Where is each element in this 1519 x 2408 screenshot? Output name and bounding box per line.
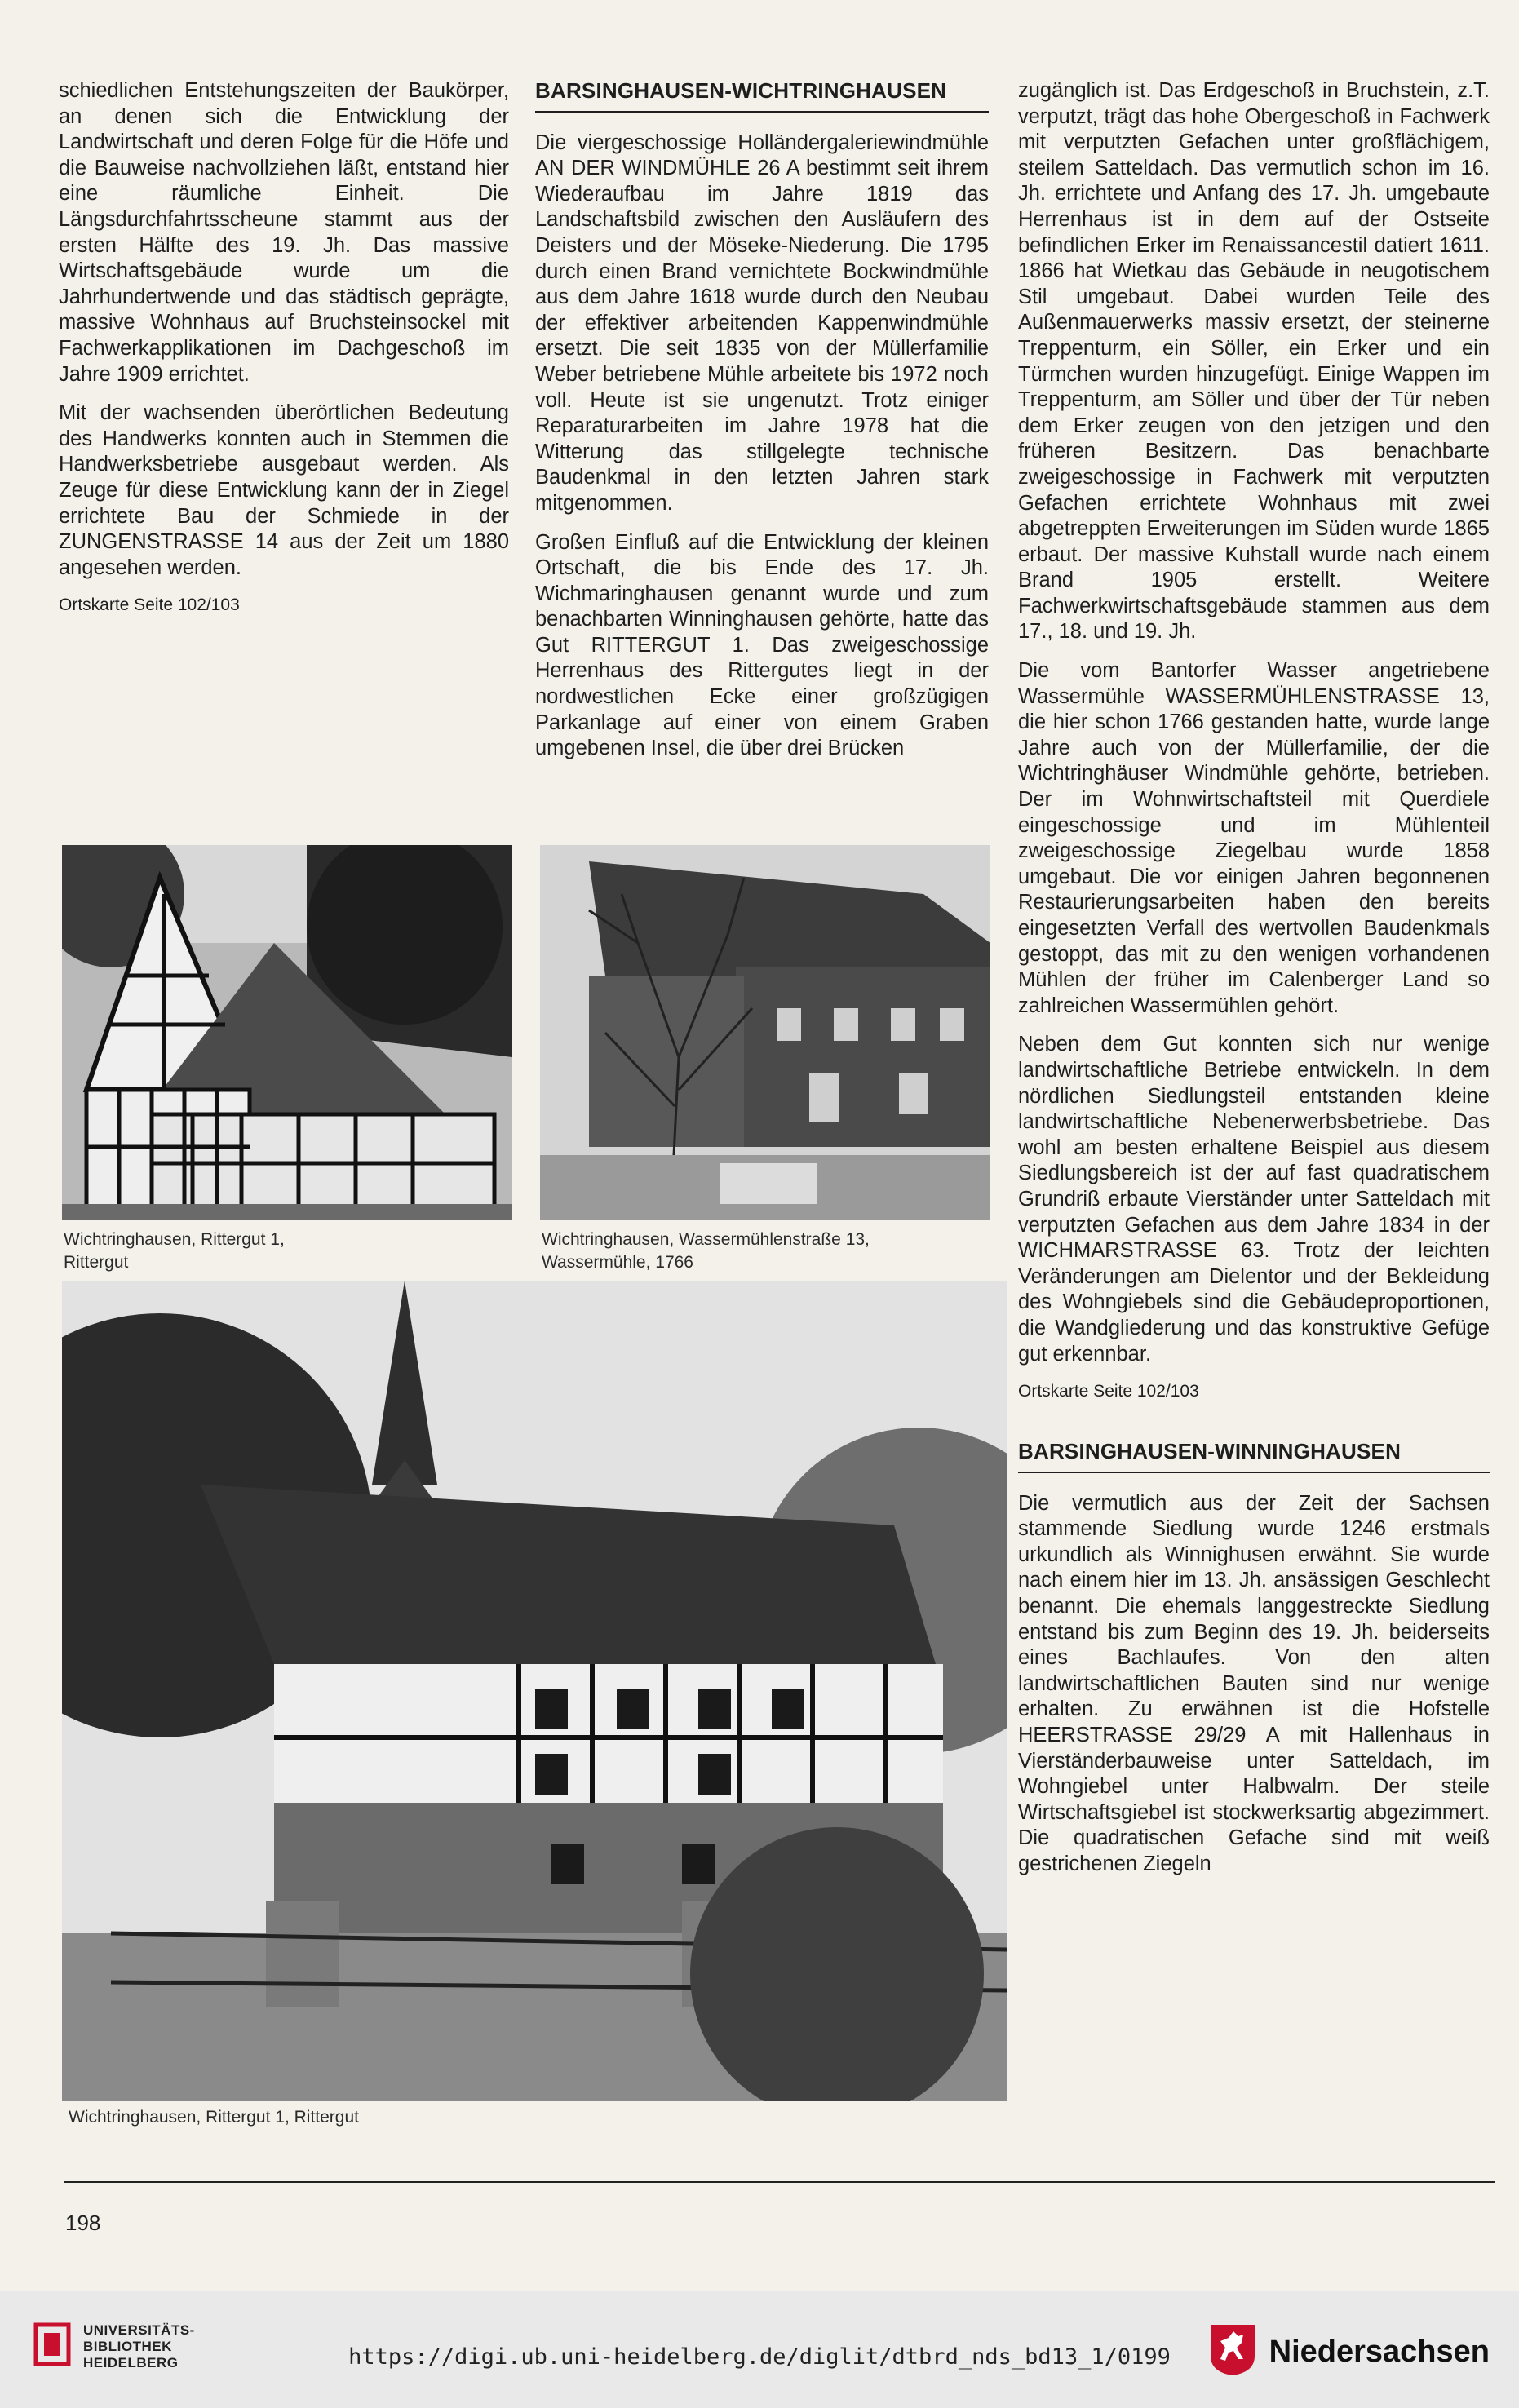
photo-wassermuehle xyxy=(540,845,990,1220)
library-name-line-2: BIBLIOTHEK xyxy=(83,2338,172,2354)
col3-paragraph-2: Die vom Bantorfer Wasser angetriebene Wassermühle WASSERMÜHLENSTRASSE 13, die hier schon 1766 gestanden hatte, wurde lange Jahre auch von der Müllerfamilie, der die Wichtringhäuser Windmühle gehörte, betrieben. Der im Wohnwirtschaftsteil mit Querdiele eingeschossige und im Mühlenteil zweigeschossige Ziegelbau wurde 1858 umgebaut. Die vor einigen Jahren begonnenen Restaurierungsarbeiten haben den bereits eingesetzten Verfall des wertvollen Baudenkmals gestoppt, das mit zu den wenigen vorhandenen Mühlen der früher im Calenberger Land so zahlreichen Wassermühlen gehört. xyxy=(1018,659,1490,1017)
col1-map-reference: Ortskarte Seite 102/103 xyxy=(59,595,240,615)
caption-photo-2-line-1: Wichtringhausen, Wassermühlenstraße 13, xyxy=(542,1230,870,1249)
section-heading-wichtringhausen: BARSINGHAUSEN-WICHTRINGHAUSEN xyxy=(535,78,989,113)
library-name-line-1: UNIVERSITÄTS- xyxy=(83,2322,195,2338)
library-name-line-3: HEIDELBERG xyxy=(83,2354,179,2370)
page-bottom-rule xyxy=(64,2181,1495,2183)
photo-rittergut-manor xyxy=(62,1281,1007,2101)
col1-paragraph-1: schiedlichen Entstehungszeiten der Baukörper, an denen sich die Entwicklung der Landwirtschaft und deren Folge für die Höfe und die Bauweise nachvollziehen läßt, entstand hier eine räumliche Einheit. Die Längsdurchfahrtsscheune stammt aus der ersten Hälfte des 19. Jh. Das massive Wirtschaftsgebäude wurde um die Jahrhundertwende und das städtisch geprägte, massive Wohnhaus auf Bruchsteinsockel mit Fachwerkapplikationen im Dachgeschoß im Jahre 1909 errichtet. xyxy=(59,79,509,386)
caption-photo-1-line-2: Rittergut xyxy=(64,1253,129,1272)
source-url-link[interactable]: https://digi.ub.uni-heidelberg.de/diglit/dtbrd_nds_bd13_1/0199 xyxy=(348,2344,1171,2370)
column-3 xyxy=(1018,78,1490,1891)
col3-paragraph-3: Neben dem Gut konnten sich nur wenige landwirtschaftliche Betriebe entwickeln. In dem nördlichen Siedlungsteil entstanden kleine landwirtschaftliche Nebenerwerbsbetriebe. Das wohl am besten erhaltene Beispiel aus diesem Siedlungsbereich ist der auf fast quadratischem Grundriß erbaute Vierständer unter Satteldach mit verputzten Gefachen aus dem Jahre 1834 in der WICHMARSTRASSE 63. Trotz der leichten Veränderungen am Dielentor und der Bekleidung des Wohngiebels sind die Gebäudeproportionen, die Wandgliederung und das konstruktive Gefüge gut erkennbar. xyxy=(1018,1033,1490,1366)
col2-paragraph-1: Die viergeschossige Holländergaleriewindmühle AN DER WINDMÜHLE 26 A bestimmt seit ihrem Wiederaufbau im Jahre 1819 das Landschaftsbild zwischen den Ausläufern des Deisters und der Möseke-Niederung. Die 1795 durch einen Brand vernichtete Bockwindmühle aus dem Jahre 1618 wurde durch den Neubau der effektiver arbeitenden Kappenwindmühle ersetzt. Die seit 1835 von der Müllerfamilie Weber betriebene Mühle arbeitete bis 1972 noch voll. Heute ist sie ungenutzt. Trotz einiger Reparaturarbeiten im Jahre 1978 hat die Witterung das stillgelegte technische Baudenkmal in den letzten Jahren stark mitgenommen. xyxy=(535,131,989,515)
caption-photo-2-line-2: Wassermühle, 1766 xyxy=(542,1253,693,1272)
niedersachsen-logo[interactable] xyxy=(1209,2323,1490,2381)
col2-paragraph-2: Großen Einfluß auf die Entwicklung der kleinen Ortschaft, die bis Ende des 17. Jh. Wichmaringhausen genannt wurde und zum benachbarten Winninghausen gehörte, hatte das Gut RITTERGUT 1. Das zweigeschossige Herrenhaus des Rittergutes liegt in der nordwestlichen Ecke einer großzügigen Parkanlage auf einer von einem Graben umgebenen Insel, die über drei Brücken xyxy=(535,530,989,760)
caption-photo-1-line-1: Wichtringhausen, Rittergut 1, xyxy=(64,1230,285,1249)
column-2 xyxy=(535,78,989,775)
col3-map-reference: Ortskarte Seite 102/103 xyxy=(1018,1382,1199,1401)
caption-photo-2 xyxy=(542,1228,870,1274)
footer-bar xyxy=(0,2291,1519,2408)
col3-paragraph-1: zugänglich ist. Das Erdgeschoß in Bruchstein, z.T. verputzt, trägt das hohe Obergeschoß in Fachwerk mit verputzten Gefachen unter großflächigem, steilem Satteldach. Das vermutlich schon im 16. Jh. errichtete und Anfang des 17. Jh. umgebaute Herrenhaus ist in dem auf der Ostseite befindlichen Erker im Renaissancestil datiert 1611. 1866 hat Wietkau das Gebäude in neugotischem Stil umgebaut. Dabei wurden Teile des Außenmauerwerks massiv ersetzt, der steinerne Treppenturm, ein Söller, ein Erker und ein Türmchen wurden hinzugefügt. Einige Wappen im Treppenturm, am Söller und über der Tür neben dem Erker zeugen von den jetzigen und den früheren Besitzern. Das benachbarte zweigeschossige in Fachwerk mit verputzten Gefachen errichtete Wohnhaus mit zwei abgetreppten Erweiterungen im Süden wurde 1865 erbaut. Der massive Kuhstall wurde nach einem Brand 1905 erstellt. Weitere Fachwerkwirtschaftsgebäude stammen aus dem 17., 18. und 19. Jh. xyxy=(1018,79,1490,644)
caption-photo-1 xyxy=(64,1228,285,1274)
column-1 xyxy=(59,78,509,630)
section-heading-winninghausen: BARSINGHAUSEN-WINNINGHAUSEN xyxy=(1018,1439,1490,1473)
col3-paragraph-4: Die vermutlich aus der Zeit der Sachsen stammende Siedlung wurde 1246 erstmals urkundlich als Winnighusen erwähnt. Sie wurde nach einem hier im 13. Jh. ansässigen Geschlecht benannt. Die ehemals langgestreckte Siedlung entstand bis zum Beginn des 19. Jh. beiderseits eines Bachlaufes. Von den alten landwirtschaftlichen Bauten sind nur wenige erhalten. Zu erwähnen ist die Hofstelle HEERSTRASSE 29/29 A mit Hallenhaus in Vierständerbauweise unter Satteldach, im Wohngiebel unter Halbwalm. Der steile Wirtschaftsgiebel ist stockwerksartig abgezimmert. Die quadratischen Gefache sind mit weiß gestrichenen Ziegeln xyxy=(1018,1491,1490,1875)
col1-paragraph-2: Mit der wachsenden überörtlichen Bedeutung des Handwerks konnten auch in Stemmen die Handwerksbetriebe ausgebaut werden. Als Zeuge für diese Entwicklung kann der in Ziegel errichtete Bau der Schmiede in der ZUNGENSTRASSE 14 aus der Zeit um 1880 angesehen werden. xyxy=(59,401,509,579)
page-number: 198 xyxy=(65,2211,101,2235)
photo-rittergut-farmhouse xyxy=(62,845,512,1220)
brand-name: Niedersachsen xyxy=(1269,2335,1490,2369)
caption-photo-3: Wichtringhausen, Rittergut 1, Rittergut xyxy=(69,2108,359,2127)
horse-crest-icon xyxy=(1209,2323,1256,2381)
